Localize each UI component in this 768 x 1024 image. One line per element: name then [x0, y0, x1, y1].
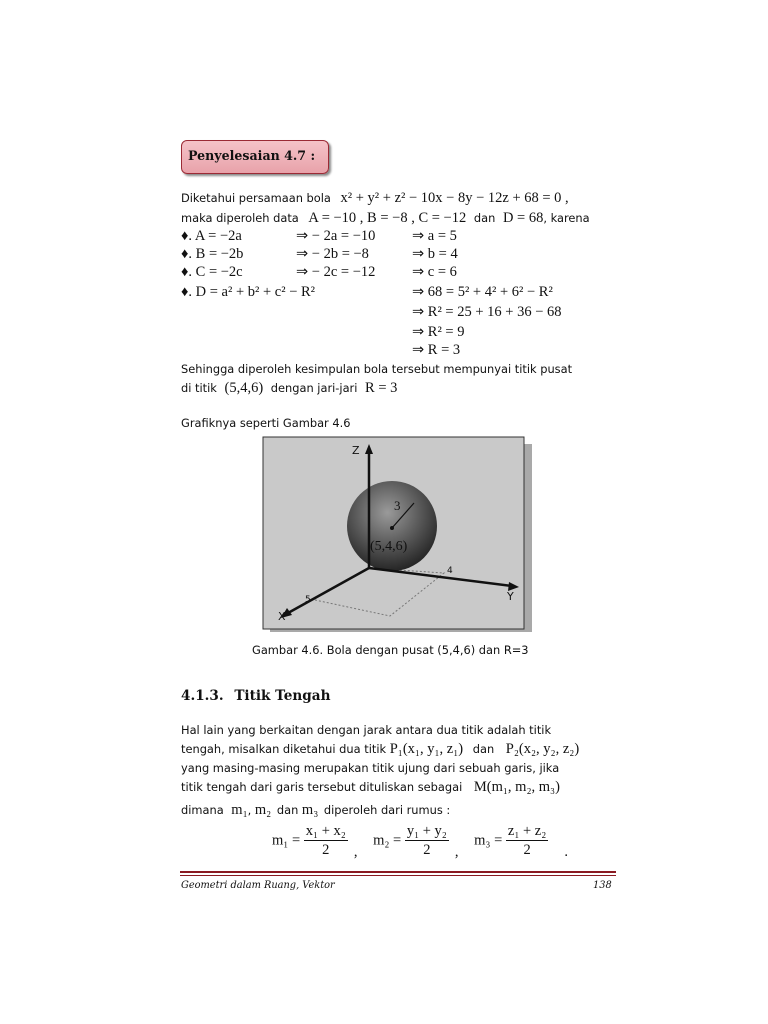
axis-y-label: Y	[507, 590, 514, 603]
point-p1: P₁(x₁, y₁, z₁)	[389, 741, 464, 757]
conclusion-text: dengan jari-jari	[270, 381, 358, 395]
intro-text: , karena	[543, 211, 590, 225]
derivation-c-4: ⇒ 68 = 5² + 4² + 6² − R²	[412, 284, 553, 300]
midpoint-m: M(m₁, m₂, m₃)	[473, 779, 560, 795]
derivation-a-4: ♦. D = a² + b² + c² − R²	[181, 284, 316, 300]
page-number: 138	[593, 880, 612, 891]
coefficient-d: D = 68	[502, 210, 544, 226]
para-text: titik tengah dari garis tersebut dituliskan sebagai	[181, 780, 463, 794]
coefficients: A = −10 , B = −8 , C = −12	[308, 210, 467, 226]
intro-text: maka diperoleh data	[181, 211, 299, 225]
center-point: (5,4,6)	[224, 380, 264, 396]
m1-symbol: m₁	[231, 802, 248, 818]
m2-symbol: m₂	[254, 802, 272, 818]
separator: ,	[353, 844, 358, 861]
footer-rule	[180, 875, 616, 876]
para-line-2	[181, 741, 579, 758]
derivation-b-3: ⇒ − 2c = −12	[296, 264, 376, 280]
derivation-a-2: ♦. B = −2b	[181, 246, 244, 262]
section-heading	[181, 688, 330, 704]
m1-fraction	[304, 823, 348, 859]
conclusion-line-2	[181, 380, 397, 397]
derivation-c-6: ⇒ R² = 9	[412, 324, 465, 340]
separator: ,	[454, 844, 459, 861]
m3-numerator: z₁ + z₂	[507, 823, 547, 839]
radius-value: R = 3	[365, 380, 398, 396]
m3-lhs: m₃ =	[474, 832, 503, 849]
section-title: Titik Tengah	[234, 688, 331, 704]
m1-numerator: x₁ + x₂	[305, 823, 346, 839]
m1-lhs: m₁ =	[272, 832, 301, 849]
radius-label: 3	[394, 498, 401, 513]
derivation-c-7: ⇒ R = 3	[412, 342, 461, 358]
para-line-3: yang masing-masing merupakan titik ujung dari sebuah garis, jika	[181, 761, 560, 775]
para-line-4	[181, 779, 560, 796]
derivation-a-3: ♦. C = −2c	[181, 264, 243, 280]
para-text: dimana	[181, 803, 224, 817]
section-number: 4.1.3.	[181, 688, 224, 704]
terminator: .	[564, 844, 568, 861]
m3-symbol: m₃	[301, 802, 319, 818]
center-dot	[390, 526, 394, 530]
intro-line-1	[181, 190, 569, 207]
solution-title-box	[181, 140, 329, 174]
m1-denominator: 2	[322, 842, 330, 858]
m2-fraction	[405, 823, 449, 859]
conjunction: dan	[276, 803, 299, 817]
tick-x-label: 5	[305, 595, 311, 605]
figure-caption: Gambar 4.6. Bola dengan pusat (5,4,6) dan R=3	[252, 643, 529, 657]
m3-denominator: 2	[523, 842, 531, 858]
intro-text: Diketahui persamaan bola	[181, 191, 331, 205]
derivation-a-1: ♦. A = −2a	[181, 228, 242, 244]
m3-fraction	[506, 823, 548, 859]
midpoint-formula	[272, 823, 568, 859]
para-line-5: dimana m₁, m₂ dan m₃ diperoleh dari rumus :	[181, 802, 451, 818]
footer-title: Geometri dalam Ruang, Vektor	[181, 880, 335, 891]
footer-rule	[180, 871, 616, 873]
conjunction: dan	[473, 211, 496, 225]
conclusion-text: di titik	[181, 381, 217, 395]
derivation-c-2: ⇒ b = 4	[412, 246, 458, 262]
conjunction: dan	[472, 742, 495, 756]
derivation-b-2: ⇒ − 2b = −8	[296, 246, 369, 262]
para-text: diperoleh dari rumus :	[323, 803, 451, 817]
derivation-b-1: ⇒ − 2a = −10	[296, 228, 376, 244]
derivation-c-5: ⇒ R² = 25 + 16 + 36 − 68	[412, 304, 562, 320]
axis-x-label: X	[278, 610, 286, 623]
axis-z-label: Z	[352, 444, 360, 457]
derivation-c-1: ⇒ a = 5	[412, 228, 457, 244]
m2-denominator: 2	[423, 842, 431, 858]
para-text: tengah, misalkan diketahui dua titik	[181, 742, 387, 756]
m2-numerator: y₁ + y₂	[406, 823, 447, 839]
point-p2: P₂(x₂, y₂, z₂)	[505, 741, 580, 757]
sphere-equation: x² + y² + z² − 10x − 8y − 12z + 68 = 0 ,	[340, 190, 569, 206]
derivation-c-3: ⇒ c = 6	[412, 264, 457, 280]
graph-intro: Grafiknya seperti Gambar 4.6	[181, 416, 351, 430]
solution-title: Penyelesaian 4.7 :	[188, 148, 316, 163]
sphere-figure	[262, 436, 534, 634]
center-label: (5,4,6)	[370, 539, 408, 554]
m2-lhs: m₂ =	[373, 832, 402, 849]
para-line-1: Hal lain yang berkaitan dengan jarak antara dua titik adalah titik	[181, 723, 552, 737]
intro-line-2	[181, 210, 590, 227]
conclusion-line-1: Sehingga diperoleh kesimpulan bola tersebut mempunyai titik pusat	[181, 362, 573, 376]
tick-y-label: 4	[447, 566, 453, 576]
